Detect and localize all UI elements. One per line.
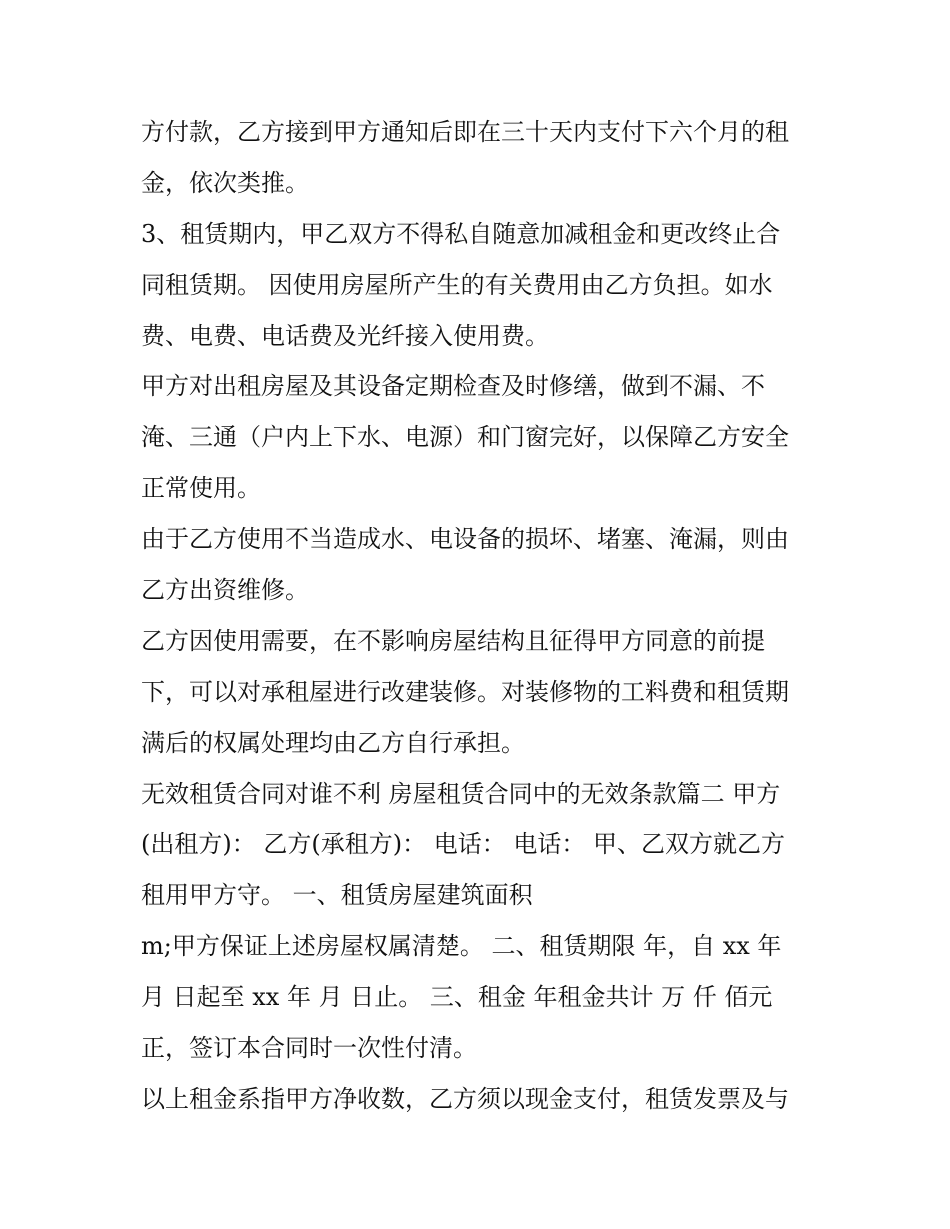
text-line: 同租赁期。 因使用房屋所产生的有关费用由乙方负担。如水 bbox=[141, 270, 773, 299]
text-line: 以上租金系指甲方净收数，乙方须以现金支付，租赁发票及与 bbox=[141, 1084, 789, 1113]
text-line: 金，依次类推。 bbox=[141, 168, 309, 197]
text-line: (出租方)： 乙方(承租方)： 电话： 电话： 甲、乙双方就乙方 bbox=[141, 830, 785, 859]
text-line: 正，签订本合同时一次性付清。 bbox=[141, 1034, 477, 1063]
text-line: 甲方对出租房屋及其设备定期检查及时修缮，做到不漏、不 bbox=[141, 372, 765, 401]
text-line: 租用甲方守。 一、租赁房屋建筑面积 bbox=[141, 881, 533, 910]
text-line: 下，可以对承租屋进行改建装修。对装修物的工料费和租赁期 bbox=[141, 677, 789, 706]
document-body bbox=[141, 107, 813, 1125]
text-line: m;甲方保证上述房屋权属清楚。 二、租赁期限 年，自 xx 年 bbox=[141, 932, 782, 961]
text-line: 月 日起至 xx 年 月 日止。 三、租金 年租金共计 万 仟 佰元 bbox=[141, 983, 773, 1012]
text-line: 费、电费、电话费及光纤接入使用费。 bbox=[141, 321, 549, 350]
text-line: 满后的权属处理均由乙方自行承担。 bbox=[141, 728, 525, 757]
text-line: 无效租赁合同对谁不利 房屋租赁合同中的无效条款篇二 甲方 bbox=[141, 779, 781, 808]
text-line: 淹、三通（户内上下水、电源）和门窗完好，以保障乙方安全 bbox=[141, 423, 789, 452]
text-line: 乙方因使用需要，在不影响房屋结构且征得甲方同意的前提 bbox=[141, 626, 765, 655]
text-line: 3、租赁期内，甲乙双方不得私自随意加减租金和更改终止合 bbox=[141, 219, 781, 248]
text-line: 方付款，乙方接到甲方通知后即在三十天内支付下六个月的租 bbox=[141, 118, 789, 146]
text-line: 正常使用。 bbox=[141, 474, 261, 503]
text-line: 由于乙方使用不当造成水、电设备的损坏、堵塞、淹漏，则由 bbox=[141, 525, 789, 554]
text-line: 乙方出资维修。 bbox=[141, 576, 309, 605]
